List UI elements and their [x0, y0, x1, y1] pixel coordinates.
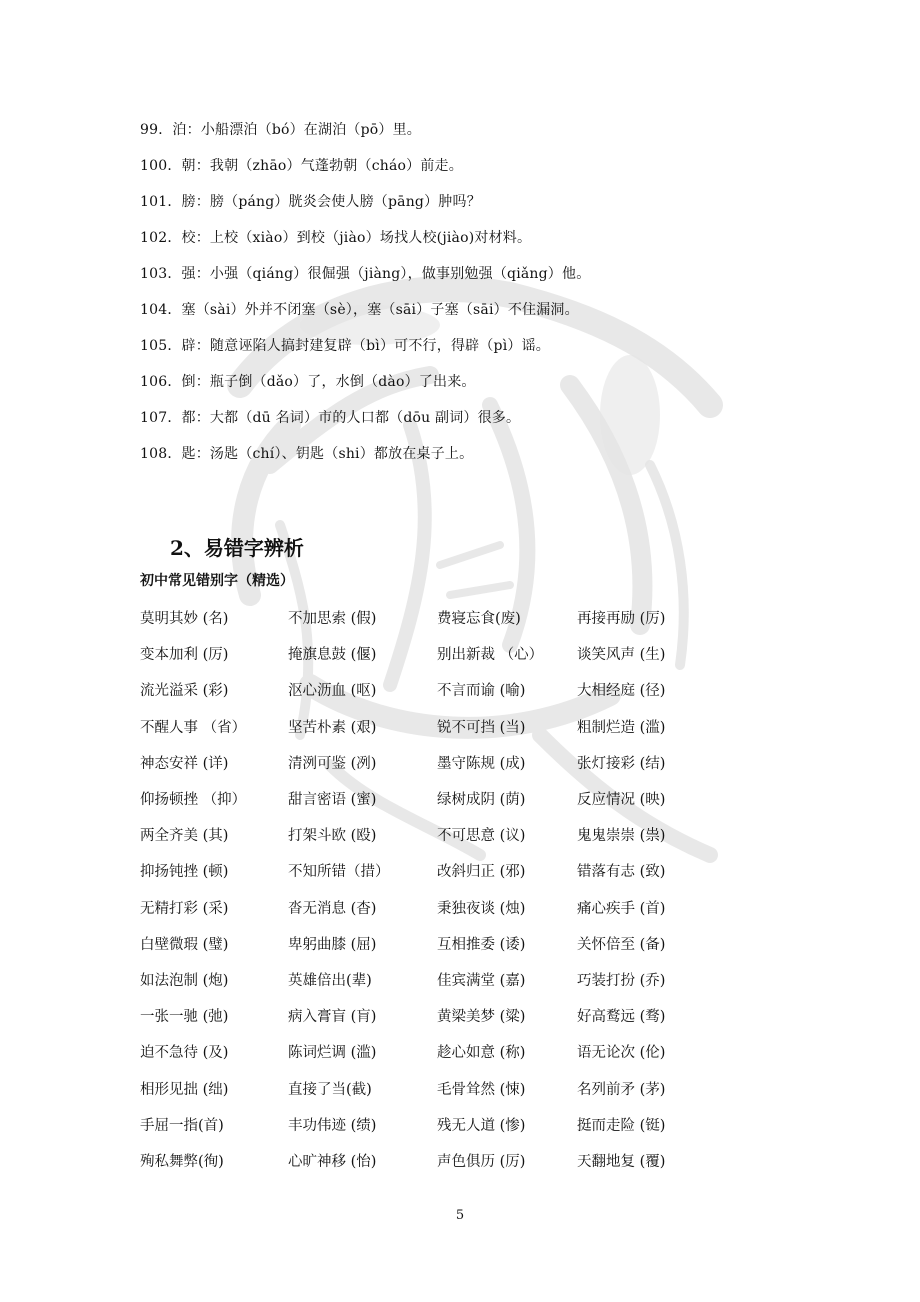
word-grid-cell: 改斜归正 (邪): [437, 864, 526, 880]
word-grid-cell: 巧装打扮 (乔): [577, 973, 666, 989]
pronunciation-line: 99．泊：小船漂泊（bó）在湖泊（pō）里。: [140, 122, 421, 138]
pronunciation-line: 103．强：小强（qiáng）很倔强（jiàng），做事别勉强（qiǎng）他。: [140, 266, 591, 282]
word-grid-cell: 墨守陈规 (成): [437, 756, 526, 772]
word-grid-row: [0, 1007, 920, 1027]
pronunciation-line: 100．朝：我朝（zhāo）气蓬勃朝（cháo）前走。: [140, 158, 463, 174]
pronunciation-line: 105．辟：随意诬陷人搞封建复辟（bì）可不行，得辟（pì）谣。: [140, 338, 550, 354]
word-grid-cell: 病入膏盲 (肓): [288, 1009, 377, 1025]
word-grid-cell: 陈词烂调 (滥): [288, 1045, 377, 1061]
word-grid-row: [0, 754, 920, 774]
pronunciation-line: 102．校：上校（xiào）到校（jiào）场找人校(jiào)对材料。: [140, 230, 532, 246]
word-grid-cell: 不知所错（措）: [288, 864, 390, 880]
word-grid-cell: 神态安祥 (详): [140, 756, 229, 772]
watermark-sketch: [210, 265, 730, 865]
word-grid-cell: 挺而走险 (铤): [577, 1118, 666, 1134]
word-grid-cell: 迫不急待 (及): [140, 1045, 229, 1061]
pronunciation-line: 106．倒：瓶子倒（dǎo）了，水倒（dào）了出来。: [140, 374, 476, 390]
word-grid-cell: 白壁微瑕 (璧): [140, 937, 229, 953]
word-grid-row: [0, 609, 920, 629]
word-grid-cell: 关怀倍至 (备): [577, 937, 666, 953]
word-grid-row: [0, 718, 920, 738]
word-grid-cell: 不可思意 (议): [437, 828, 526, 844]
word-grid-cell: 粗制烂造 (滥): [577, 720, 666, 736]
page-number: 5: [455, 1208, 465, 1223]
word-grid-cell: 名列前矛 (茅): [577, 1082, 666, 1098]
word-grid-row: [0, 1080, 920, 1100]
pronunciation-line: 104．塞（sài）外并不闭塞（sè），塞（sāi）子塞（sāi）不住漏洞。: [140, 302, 579, 318]
word-grid-cell: 手屈一指(首): [140, 1118, 224, 1134]
word-grid-cell: 殉私舞弊(徇): [140, 1154, 224, 1170]
word-grid-cell: 反应情况 (映): [577, 792, 666, 808]
word-grid-cell: 丰功伟迹 (绩): [288, 1118, 377, 1134]
word-grid-row: [0, 862, 920, 882]
word-grid-cell: 无精打彩 (采): [140, 901, 229, 917]
word-grid-cell: 相形见拙 (绌): [140, 1082, 229, 1098]
word-grid-cell: 不言而谕 (喻): [437, 683, 526, 699]
word-grid-cell: 坚苦朴素 (艰): [288, 720, 377, 736]
word-grid-row: [0, 935, 920, 955]
word-grid-cell: 费寝忘食(废): [437, 611, 521, 627]
word-grid-cell: 趁心如意 (称): [437, 1045, 526, 1061]
word-grid-cell: 变本加利 (厉): [140, 647, 229, 663]
word-grid-cell: 好高鹜远 (骛): [577, 1009, 666, 1025]
word-grid-cell: 不醒人事 （省）: [140, 720, 247, 736]
word-grid-cell: 心旷神移 (怡): [288, 1154, 377, 1170]
pronunciation-line: 107．都：大都（dū 名词）市的人口都（dōu 副词）很多。: [140, 410, 521, 426]
word-grid-cell: 流光溢采 (彩): [140, 683, 229, 699]
word-grid-cell: 两全齐美 (其): [140, 828, 229, 844]
word-grid-cell: 语无论次 (伦): [577, 1045, 666, 1061]
word-grid-cell: 沓无消息 (杳): [288, 901, 377, 917]
word-grid-cell: 直接了当(截): [288, 1082, 372, 1098]
pronunciation-line: 101．膀：膀（páng）胱炎会使人膀（pāng）肿吗？: [140, 194, 481, 210]
word-grid-cell: 别出新裁 （心）: [437, 647, 544, 663]
word-grid-cell: 残无人道 (惨): [437, 1118, 526, 1134]
word-grid-cell: 大相经庭 (径): [577, 683, 666, 699]
word-grid-row: [0, 1152, 920, 1172]
word-grid-row: [0, 790, 920, 810]
word-grid-row: [0, 826, 920, 846]
word-grid-cell: 清洌可鉴 (冽): [288, 756, 377, 772]
word-grid-cell: 仰扬顿挫 （抑）: [140, 792, 247, 808]
word-grid-cell: 不加思索 (假): [288, 611, 377, 627]
word-grid-cell: 鬼鬼崇崇 (祟): [577, 828, 666, 844]
word-grid-row: [0, 971, 920, 991]
word-grid-cell: 黄梁美梦 (粱): [437, 1009, 526, 1025]
word-grid-cell: 痛心疾手 (首): [577, 901, 666, 917]
word-grid-cell: 张灯接彩 (结): [577, 756, 666, 772]
word-grid-cell: 英雄倍出(辈): [288, 973, 372, 989]
word-grid-row: [0, 1116, 920, 1136]
word-grid-cell: 如法泡制 (炮): [140, 973, 229, 989]
word-grid-cell: 莫明其妙 (名): [140, 611, 229, 627]
word-grid-cell: 互相推委 (诿): [437, 937, 526, 953]
section-subtitle: 初中常见错别字（精选）: [140, 573, 294, 589]
word-grid-cell: 再接再励 (厉): [577, 611, 666, 627]
word-grid-cell: 声色俱历 (厉): [437, 1154, 526, 1170]
word-grid-row: [0, 1043, 920, 1063]
word-grid-row: [0, 645, 920, 665]
word-grid-cell: 谈笑风声 (生): [577, 647, 666, 663]
word-grid-cell: 抑扬钝挫 (顿): [140, 864, 229, 880]
pronunciation-line: 108．匙：汤匙（chí）、钥匙（shi）都放在桌子上。: [140, 446, 474, 462]
word-grid-cell: 沤心沥血 (呕): [288, 683, 377, 699]
word-grid-cell: 一张一驰 (弛): [140, 1009, 229, 1025]
word-grid-cell: 卑躬曲膝 (屈): [288, 937, 377, 953]
word-grid-cell: 掩旗息鼓 (偃): [288, 647, 377, 663]
word-grid-cell: 佳宾满堂 (嘉): [437, 973, 526, 989]
word-grid-row: [0, 899, 920, 919]
word-grid-cell: 天翻地复 (覆): [577, 1154, 666, 1170]
word-grid-cell: 错落有志 (致): [577, 864, 666, 880]
word-grid-cell: 绿树成阴 (荫): [437, 792, 526, 808]
word-grid-row: [0, 681, 920, 701]
word-grid-cell: 打架斗欧 (殴): [288, 828, 377, 844]
word-grid-cell: 毛骨耸然 (悚): [437, 1082, 526, 1098]
word-grid-cell: 甜言密语 (蜜): [288, 792, 377, 808]
word-grid-cell: 秉独夜谈 (烛): [437, 901, 526, 917]
word-grid-cell: 锐不可挡 (当): [437, 720, 526, 736]
section-title: 2、易错字辨析: [170, 536, 304, 560]
